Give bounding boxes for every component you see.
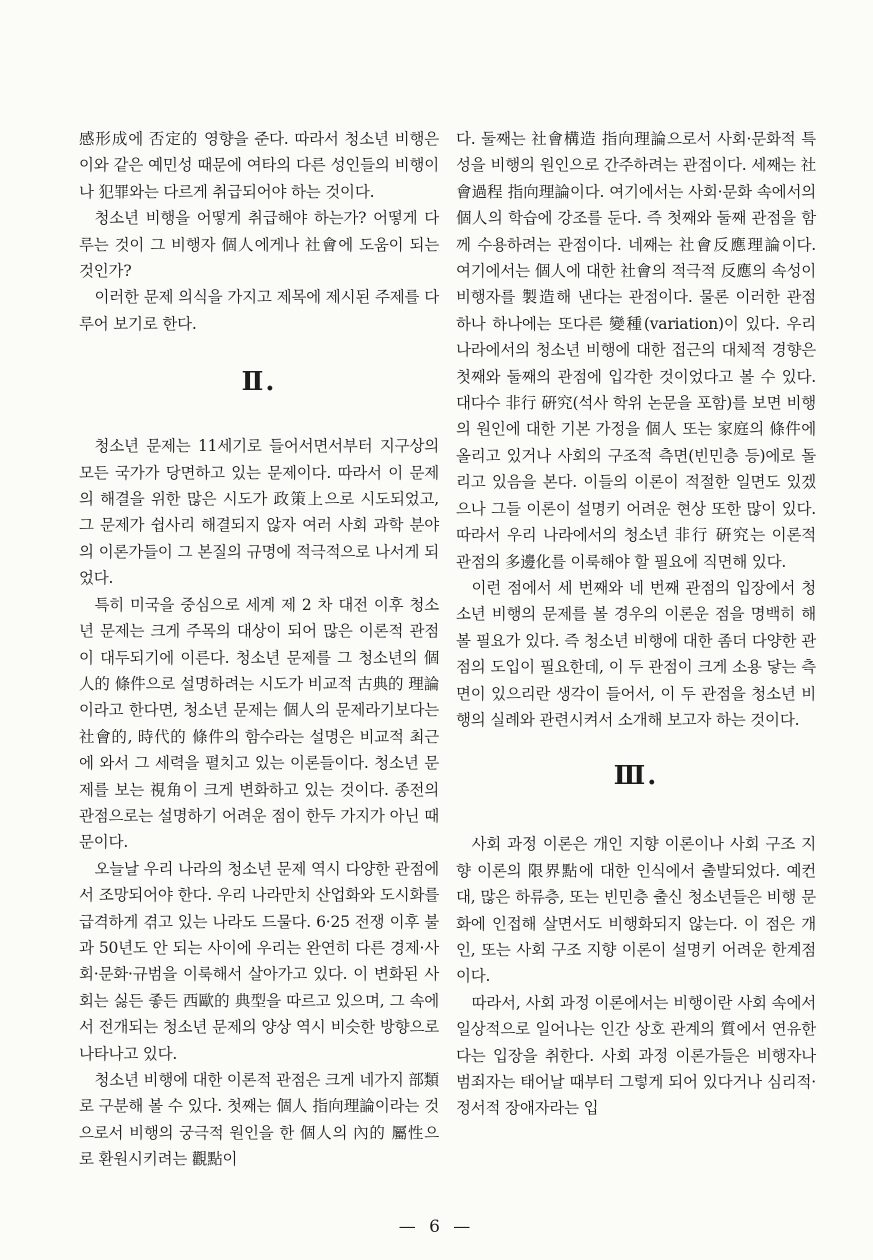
section-heading: Ⅲ. — [613, 761, 659, 792]
section-heading: Ⅱ. — [241, 367, 277, 398]
paragraph: 따라서, 사회 과정 이론에서는 비행이란 사회 속에서 일상적으로 일어나는 인간 상호 관계의 質에서 연유한다는 입장을 취한다. 사회 과정 이론가들은 비행자나 범죄자는 태어날 때부터 그렇게 되어 있다거나 심리적·정서적 장애자라는 입 — [456, 993, 816, 1118]
paragraph: 이러한 문제 의식을 가지고 제목에 제시된 주제를 다루어 보기로 한다. — [79, 288, 439, 333]
paragraph: 사회 과정 이론은 개인 지향 이론이나 사회 구조 지향 이론의 限界點에 대한 인식에서 출발되었다. 예컨대, 많은 하류층, 또는 빈민층 출신 청소년들은 비행 문화에 인접해 살면서도 비행화되지 않는다. 이 점은 개인, 또는 사회 구조 지향 이론이 설명키 어려운 한계점이다. — [456, 835, 816, 986]
paragraph: 청소년 문제는 11세기로 들어서면서부터 지구상의 모든 국가가 당면하고 있는 문제이다. 따라서 이 문제의 해결을 위한 많은 시도가 政策上으로 시도되었고, 그 문제가 쉽사리 해결되지 않자 여러 사회 과학 분야의 이론가들이 그 본질의 규명에 적극적으로 나서게 되었다. — [79, 437, 439, 588]
paragraph: 청소년 비행에 대한 이론적 관점은 크게 네가지 部類로 구분해 볼 수 있다. 첫째는 個人 指向理論이라는 것으로서 비행의 궁극적 원인을 한 個人의 內的 屬性으로 환원시키려는 觀點이 — [79, 1071, 439, 1169]
paragraph: 청소년 비행을 어떻게 취급해야 하는가? 어떻게 다루는 것이 그 비행자 個人에게나 社會에 도움이 되는 것인가? — [79, 209, 439, 281]
paragraph: 이런 점에서 세 번째와 네 번째 관점의 입장에서 청소년 비행의 문제를 볼 경우의 이론운 점을 명백히 해 볼 필요가 있다. 즉 청소년 비행에 대한 좀더 다양한 관점의 도입이 필요한데, 이 두 관점이 크게 소용 닿는 측면이 있으리란 생각이 들어서, 이 두 관점을 청소년 비행의 실례와 관련시켜서 소개해 보고자 하는 것이다. — [456, 578, 816, 729]
paragraph: 특히 미국을 중심으로 세계 제 2 차 대전 이후 청소년 문제는 크게 주목의 대상이 되어 많은 이론적 관점이 대두되기에 이른다. 청소년 문제를 그 청소년의 個人的 條件으로 설명하려는 시도가 비교적 古典的 理論이라고 한다면, 청소년 문제는 個人의 문제라기보다는 社會的, 時代的 條件의 함수라는 설명은 비교적 최근에 와서 그 세력을 펼치고 있는 이론들이다. 청소년 문제를 보는 視角이 크게 변화하고 있는 것이다. 종전의 관점으로는 설명하기 어려운 점이 한두 가지가 아닌 때문이다. — [79, 595, 439, 852]
paragraph: 오늘날 우리 나라의 청소년 문제 역시 다양한 관점에서 조망되어야 한다. 우리 나라만치 산업화와 도시화를 급격하게 겪고 있는 나라도 드물다. 6·25 전쟁 이후 불과 50년도 안 되는 사이에 우리는 완연히 다른 경제·사회·문화·규범을 이룩해서 살아가고 있다. 이 변화된 사회는 싫든 좋든 西歐的 典型을 따르고 있으며, 그 속에서 전개되는 청소년 문제의 양상 역시 비슷한 방향으로 나타나고 있다. — [79, 859, 439, 1063]
right-column — [456, 126, 816, 1122]
paragraph: 다. 둘째는 社會構造 指向理論으로서 사회·문화적 특성을 비행의 원인으로 간주하려는 관점이다. 세째는 社會過程 指向理論이다. 여기에서는 사회·문화 속에서의 個人의 학습에 강조를 둔다. 즉 첫째와 둘째 관점을 함께 수용하려는 관점이다. 네째는 社會反應理論이다. 여기에서는 個人에 대한 社會의 적극적 反應의 속성이 비행자를 製造해 낸다는 관점이다. 물론 이러한 관점 하나 하나에는 또다른 變種(variation)이 있다. 우리 나라에서의 청소년 비행에 대한 접근의 대체적 경향은 첫째와 둘째의 관점에 입각한 것이었다고 볼 수 있다. 대다수 非行 硏究(석사 학위 논문을 포함)를 보면 비행의 원인에 대한 기본 가정을 個人 또는 家庭의 條件에 올리고 있거나 사회의 구조적 측면(빈민층 등)에로 돌리고 있음을 본다. 이들의 이론이 적절한 일면도 있겠으나 그들 이론이 설명키 어려운 현상 또한 많이 있다. 따라서 우리 나라에서의 청소년 非行 硏究는 이론적 관점의 多邊化를 이룩해야 할 필요에 직면해 있다. — [456, 130, 816, 571]
page-number: — 6 — — [398, 1217, 475, 1237]
paragraph: 感形成에 否定的 영향을 준다. 따라서 청소년 비행은 이와 같은 예민성 때문에 여타의 다른 성인들의 비행이나 犯罪와는 다르게 취급되어야 하는 것이다. — [79, 130, 439, 201]
left-column — [79, 126, 439, 1173]
